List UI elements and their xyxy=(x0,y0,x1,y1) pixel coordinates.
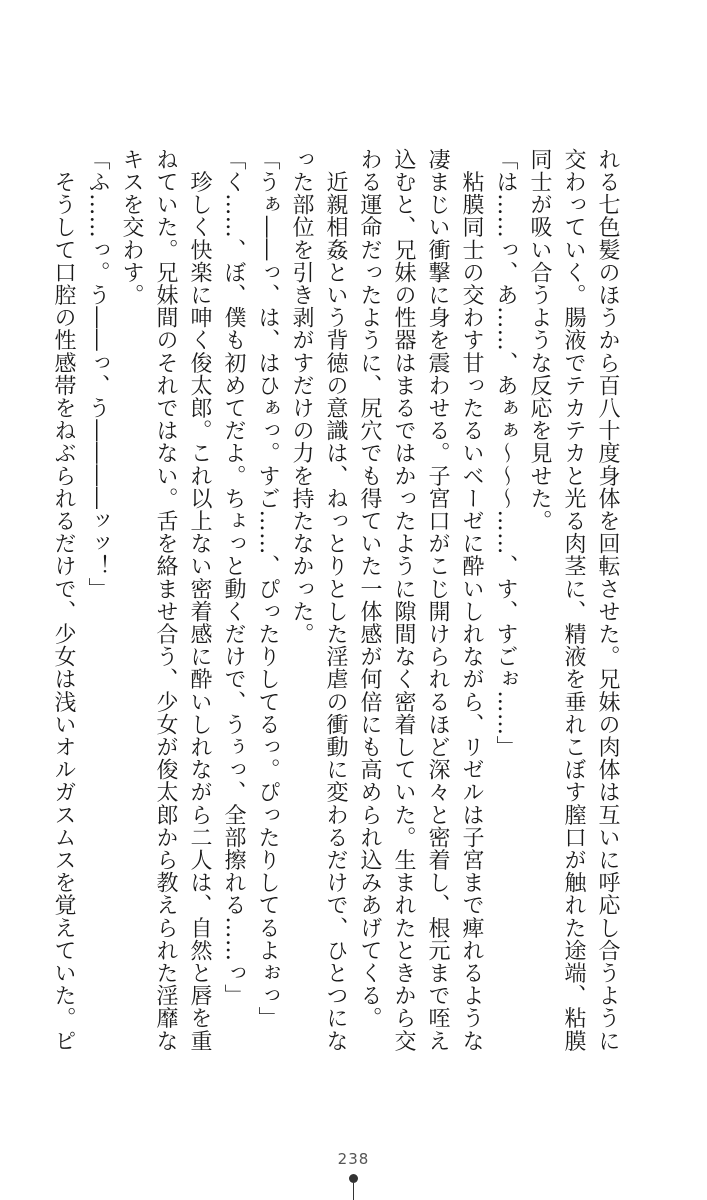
text-line: れる七色髪のほうから百八十度身体を回転させた。兄妹の肉体は互いに呼応し合うように xyxy=(595,148,620,1052)
text-line: った部位を引き剥がすだけの力を持たなかった。 xyxy=(289,148,314,646)
text-line: 交わっていく。腸液でテカテカと光る肉茎に、精液を垂れこぼす膣口が触れた途端、粘膜 xyxy=(561,148,586,1052)
text-line: そうして口腔の性感帯をねぶられるだけで、少女は浅いオルガスムスを覚えていた。ピ xyxy=(51,148,76,1052)
text-line: 近親相姦という背徳の意識は、ねっとりとした淫虐の衝動に変わるだけで、ひとつにな xyxy=(323,148,348,1052)
text-line: 凄まじい衝撃に身を震わせる。子宮口がこじ開けられるほど深々と密着し、根元まで咥え xyxy=(425,148,450,1052)
text-line: 込むと、兄妹の性器はまるではかったように隙間なく密着していた。生まれたときから交 xyxy=(391,148,416,1052)
dialogue-line: 「ふ……っ。う――っ、う――――ッッ！」 xyxy=(85,148,110,600)
page-number: 238 xyxy=(337,1150,370,1168)
text-line: わる運命だったように、尻穴でも得ていた一体感が何倍にも高められ込みあげてくる。 xyxy=(357,148,382,1030)
text-line: 粘膜同士の交わす甘ったるいベーゼに酔いしれながら、リゼルは子宮まで痺れるような xyxy=(459,148,484,1052)
text-line: ねていた。兄妹間のそれではない。舌を絡ませ合う、少女が俊太郎から教えられた淫靡な xyxy=(153,148,178,1052)
folio-dot-ornament xyxy=(349,1174,358,1183)
text-line: 同士が吸い合うような反応を見せた。 xyxy=(527,148,552,533)
text-line: キスを交わす。 xyxy=(119,148,144,307)
folio-rule-ornament xyxy=(353,1183,354,1200)
dialogue-line: 「うぁ――っ、は、はひぁっ。すご……、ぴったりしてるっ。ぴったりしてるよぉっ」 xyxy=(255,148,280,1030)
text-line: 珍しく快楽に呻く俊太郎。これ以上ない密着感に酔いしれながら二人は、自然と唇を重 xyxy=(187,148,212,1052)
dialogue-line: 「く……、ぼ、僕も初めてだよ。ちょっと動くだけで、うぅっ、全部擦れる……っ」 xyxy=(221,148,246,1007)
dialogue-line: 「は……っ、あ……、あぁぁ〜〜〜……、す、すごぉ……」 xyxy=(493,148,518,759)
vertical-body-text xyxy=(51,148,624,1052)
